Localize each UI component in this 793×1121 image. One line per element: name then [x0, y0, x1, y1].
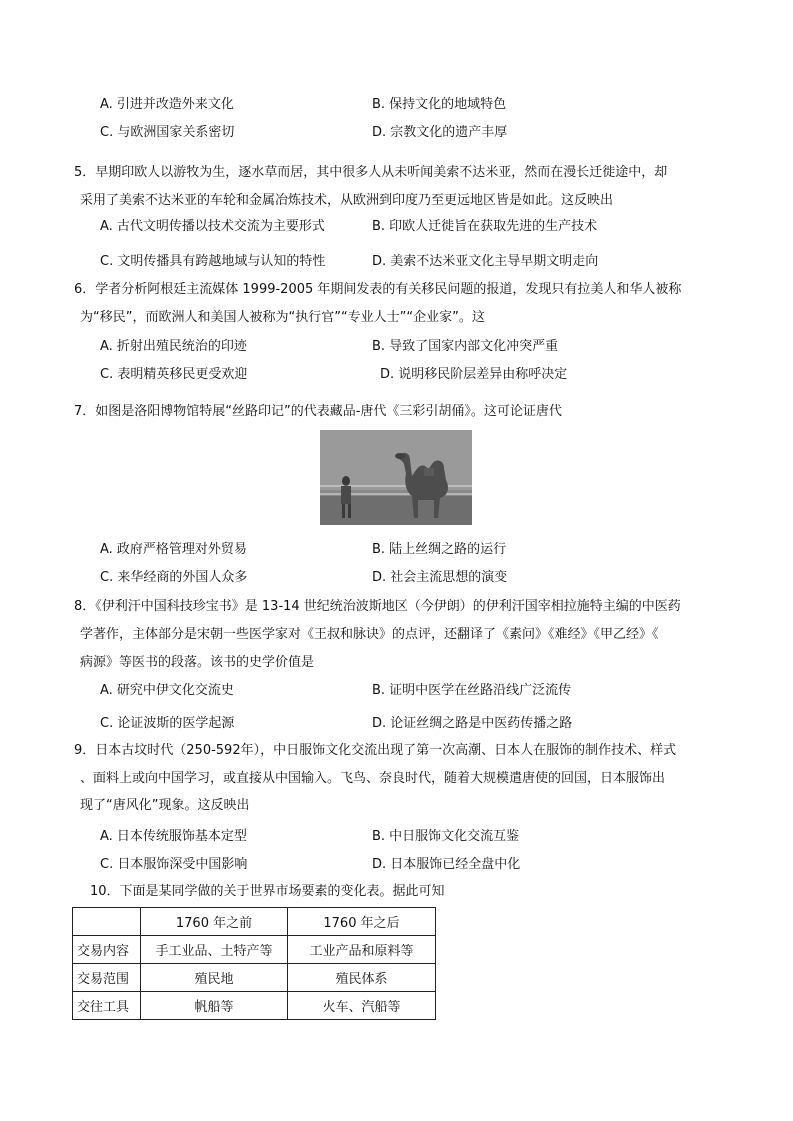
q10-stem-line1: 10．下面是某同学做的关于世界市场要素的变化表。据此可知 [90, 884, 445, 899]
q5-stem-line1: 5．早期印欧人以游牧为生，逐水草而居，其中很多人从未听闻美索不达米亚，然而在漫长迁徙途中，却 [74, 165, 668, 180]
table-cell: 工业产品和原料等 [288, 936, 436, 964]
q6-stem-line2: 为“移民”，而欧洲人和美国人被称为“执行官”“专业人士”“企业家”。这 [80, 310, 485, 325]
figurine-photo-graphic [320, 430, 472, 525]
q9-stem-line1: 9．日本古坟时代（250-592年），中日服饰文化交流出现了第一次高潮、日本人在服饰的制作技术、样式 [74, 743, 677, 758]
q6-option-c: C. 表明精英移民更受欢迎 [100, 367, 248, 382]
q8-option-a: A. 研究中伊文化交流史 [100, 683, 234, 698]
q9-stem-line2: 、面料上或向中国学习，或直接从中国输入。飞鸟、奈良时代，随着大规模遣唐使的回国，日本服饰出 [80, 771, 666, 786]
table-header-row [73, 908, 436, 936]
q8-option-d: D. 论证丝绸之路是中医药传播之路 [372, 716, 573, 731]
q8-option-c: C. 论证波斯的医学起源 [100, 716, 235, 731]
q6-option-b: B. 导致了国家内部文化冲突严重 [372, 339, 559, 354]
q8-option-b: B. 证明中医学在丝路沿线广泛流传 [372, 683, 572, 698]
table-cell: 殖民体系 [288, 964, 436, 992]
figurine-photo [320, 430, 472, 525]
q5-option-d: D. 美索不达米亚文化主导早期文明走向 [372, 254, 599, 269]
q7-option-c: C. 来华经商的外国人众多 [100, 570, 248, 585]
q4-option-d: D. 宗教文化的遗产丰厚 [372, 125, 508, 140]
q9-option-c: C. 日本服饰深受中国影响 [100, 857, 248, 872]
table-cell: 手工业品、土特产等 [141, 936, 288, 964]
market-change-table [72, 907, 436, 1020]
table-cell: 殖民地 [141, 964, 288, 992]
q4-option-c: C. 与欧洲国家关系密切 [100, 125, 235, 140]
q7-option-a: A. 政府严格管理对外贸易 [100, 542, 247, 557]
q7-stem-line1: 7．如图是洛阳博物馆特展“丝路印记”的代表藏品-唐代《三彩引胡俑》。这可论证唐代 [74, 404, 562, 419]
q8-stem-line3: 病源》等医书的段落。该书的史学价值是 [80, 655, 315, 670]
q9-stem-line3: 现了“唐风化”现象。这反映出 [80, 798, 250, 813]
q9-option-a: A. 日本传统服饰基本定型 [100, 829, 247, 844]
q8-stem-line2: 学著作，主体部分是宋朝一些医学家对《王叔和脉诀》的点评，还翻译了《素问》《难经》《甲乙经》《 [80, 627, 659, 642]
q9-option-d: D. 日本服饰已经全盘中化 [372, 857, 521, 872]
table-cell: 交易范围 [73, 964, 141, 992]
q7-option-d: D. 社会主流思想的演变 [372, 570, 508, 585]
q5-option-b: B. 印欧人迁徙旨在获取先进的生产技术 [372, 219, 598, 234]
q6-stem-line1: 6．学者分析阿根廷主流媒体 1999-2005 年期间发表的有关移民问题的报道，发现只有拉美人和华人被称 [74, 282, 682, 297]
q4-option-a: A. 引进并改造外来文化 [100, 97, 234, 112]
table-cell: 帆船等 [141, 992, 288, 1020]
table-cell: 交往工具 [73, 992, 141, 1020]
table-row [73, 964, 436, 992]
q9-option-b: B. 中日服饰文化交流互鉴 [372, 829, 520, 844]
table-header-cell [73, 908, 141, 936]
table-cell: 火车、汽船等 [288, 992, 436, 1020]
q8-stem-line1: 8．《伊利汗中国科技珍宝书》是 13-14 世纪统治波斯地区（今伊朗）的伊利汗国宰相拉施特主编的中医药 [74, 599, 681, 614]
q5-option-a: A. 古代文明传播以技术交流为主要形式 [100, 219, 325, 234]
q6-option-d: D. 说明移民阶层差异由称呼决定 [380, 367, 568, 382]
table-row [73, 936, 436, 964]
q5-option-c: C. 文明传播具有跨越地域与认知的特性 [100, 254, 326, 269]
table-header-cell: 1760 年之后 [288, 908, 436, 936]
table-cell: 交易内容 [73, 936, 141, 964]
q6-option-a: A. 折射出殖民统治的印迹 [100, 339, 247, 354]
q5-stem-line2: 采用了美索不达米亚的车轮和金属冶炼技术，从欧洲到印度乃至更远地区皆是如此。这反映出 [80, 193, 614, 208]
q4-option-b: B. 保持文化的地域特色 [372, 97, 507, 112]
q7-option-b: B. 陆上丝绸之路的运行 [372, 542, 507, 557]
table-row [73, 992, 436, 1020]
table-header-cell: 1760 年之前 [141, 908, 288, 936]
